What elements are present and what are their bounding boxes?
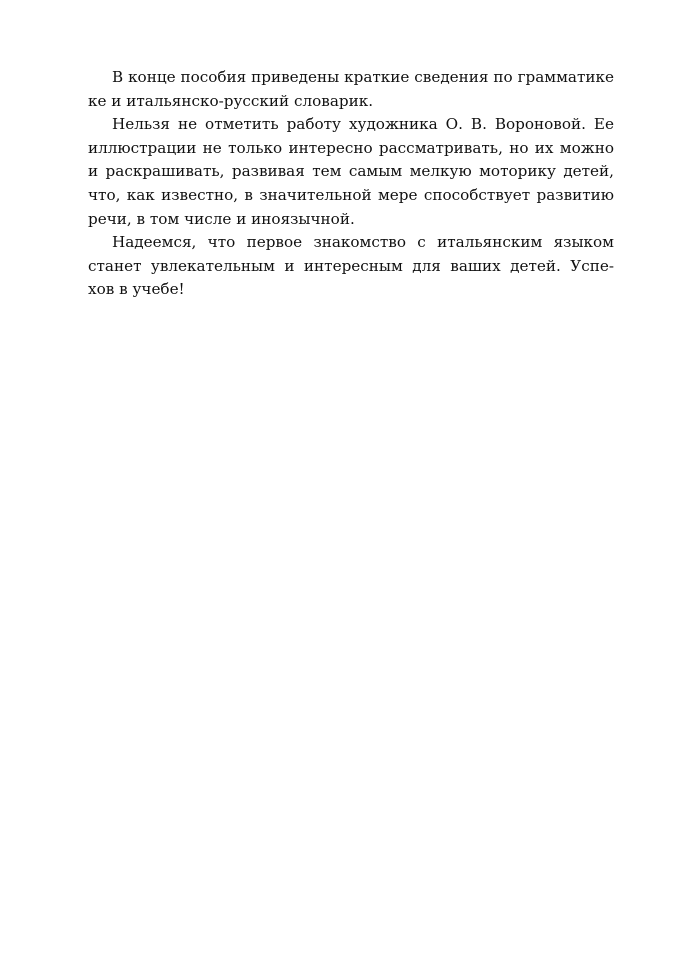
text-line: ке и итальянско-русский словарик. (88, 91, 374, 110)
text-line: иллюстрации не только интересно рассматривать, но их можно (88, 138, 614, 157)
paragraph-illustrator (88, 113, 614, 231)
text-line: Надеемся, что первое знакомство с итальянским языком (112, 233, 614, 252)
paragraph-grammar-dictionary (88, 66, 614, 113)
text-line: станет увлекательным и интересным для ваших детей. Успе- (88, 256, 614, 275)
paragraph-closing-wishes (88, 231, 614, 302)
text-line: и раскрашивать, развивая тем самым мелкую моторику детей, (88, 162, 614, 181)
body-text (88, 66, 614, 302)
text-line: Нельзя не отметить работу художника О. В. Вороновой. Ее (112, 115, 614, 134)
text-line: речи, в том числе и иноязычной. (88, 209, 355, 228)
text-line: В конце пособия приведены краткие сведения по грамматике (112, 68, 614, 86)
text-line: хов в учебе! (88, 280, 185, 299)
text-line: что, как известно, в значительной мере способствует развитию (88, 185, 614, 204)
